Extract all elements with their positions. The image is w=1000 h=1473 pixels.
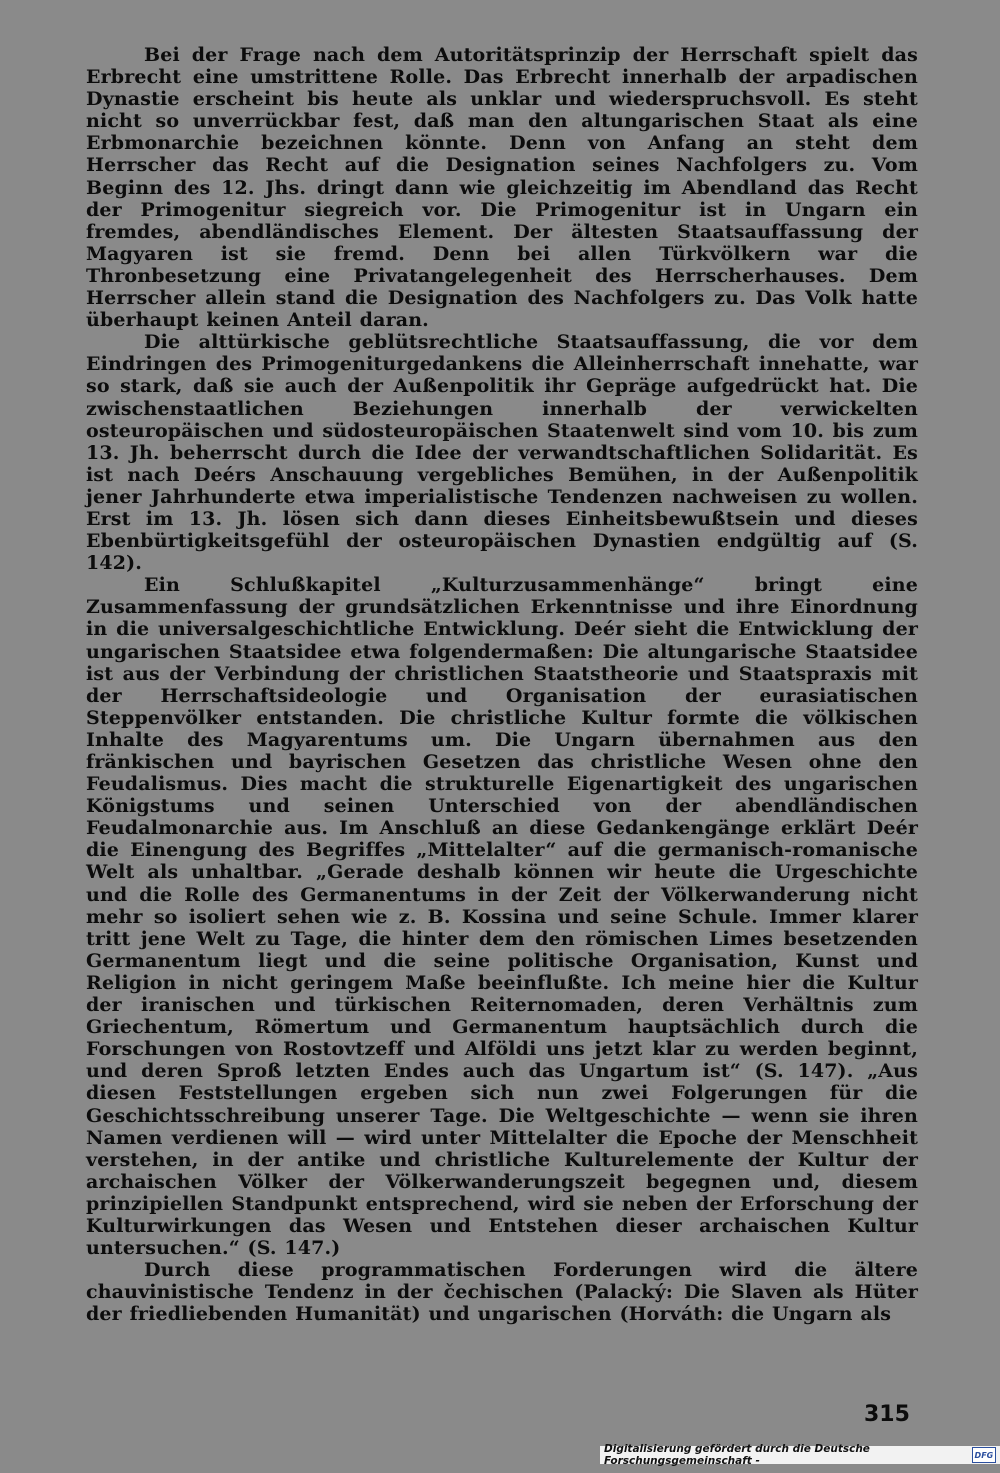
paragraph: Durch diese programmatischen Forderungen wird die ältere chauvinistische Tendenz in der čechischen (Palacký: Die Slaven als Hüter der friedliebenden Humanität) und ungarischen (Horváth: die Ungarn als: [86, 1259, 918, 1326]
body-text: [86, 44, 918, 1325]
footer-text: Digitalisierung gefördert durch die Deutsche Forschungsgemeinschaft -: [604, 1443, 870, 1467]
paragraph: Bei der Frage nach dem Autoritätsprinzip der Herrschaft spielt das Erbrecht eine umstrittene Rolle. Das Erbrecht innerhalb der arpadischen Dynastie erscheint bis heute als unklar und wiederspruchsvoll. Es steht nicht so unverrückbar fest, daß man den altungarischen Staat als eine Erbmonarchie bezeichnen könnte. Denn von Anfang an steht dem Herrscher das Recht auf die Designation seines Nachfolgers zu. Vom Beginn des 12. Jhs. dringt dann wie gleichzeitig im Abendland das Recht der Primogenitur siegreich vor. Die Primogenitur ist in Ungarn ein fremdes, abendländisches Element. Der ältesten Staatsauffassung der Magyaren ist sie fremd. Denn bei allen Türkvölkern war die Thronbesetzung eine Privatangelegenheit des Herrscherhauses. Dem Herrscher allein stand die Designation des Nachfolgers zu. Das Volk hatte überhaupt keinen Anteil daran.: [86, 44, 918, 332]
dfg-logo-text: DFG: [974, 1450, 994, 1460]
digitization-footer: [600, 1443, 1000, 1467]
paragraph: Die alttürkische geblütsrechtliche Staatsauffassung, die vor dem Eindringen des Primogeniturgedankens die Alleinherrschaft innehatte, war so stark, daß sie auch der Außenpolitik ihr Gepräge aufgedrückt hat. Die zwischenstaatlichen Beziehungen innerhalb der verwickelten osteuropäischen und südosteuropäischen Staatenwelt sind vom 10. bis zum 13. Jh. beherrscht durch die Idee der verwandtschaftlichen Solidarität. Es ist nach Deérs Anschauung vergebliches Bemühen, in der Außenpolitik jener Jahrhunderte etwa imperialistische Tendenzen nachweisen zu wollen. Erst im 13. Jh. lösen sich dann dieses Einheitsbewußtsein und dieses Ebenbürtigkeitsgefühl der osteuropäischen Dynastien endgültig auf (S. 142).: [86, 331, 918, 575]
dfg-logo-icon: [972, 1447, 996, 1463]
paragraph: Ein Schlußkapitel „Kulturzusammenhänge“ bringt eine Zusammenfassung der grundsätzlichen Erkenntnisse und ihre Einordnung in die universalgeschichtliche Entwicklung. Deér sieht die Entwicklung der ungarischen Staatsidee etwa folgendermaßen: Die altungarische Staatsidee ist aus der Verbindung der christlichen Staatstheorie und Staatspraxis mit der Herrschaftsideologie und Organisation der eurasiatischen Steppenvölker entstanden. Die christliche Kultur formte die völkischen Inhalte des Magyarentums um. Die Ungarn übernahmen aus den fränkischen und bayrischen Gesetzen das christliche Wesen ohne den Feudalismus. Dies macht die strukturelle Eigenartigkeit des ungarischen Königstums und seinen Unterschied von der abendländischen Feudalmonarchie aus. Im Anschluß an diese Gedankengänge erklärt Deér die Einengung des Begriffes „Mittelalter“ auf die germanisch-romanische Welt als unhaltbar. „Gerade deshalb können wir heute die Urgeschichte und die Rolle des Germanentums in der Zeit der Völkerwanderung nicht mehr so isoliert sehen wie z. B. Kossina und seine Schule. Immer klarer tritt jene Welt zu Tage, die hinter dem den römischen Limes besetzenden Germanentum liegt und die seine politische Organisation, Kunst und Religion in nicht geringem Maße beeinflußte. Ich meine hier die Kultur der iranischen und türkischen Reiternomaden, deren Verhältnis zum Griechentum, Römertum und Germanentum hauptsächlich durch die Forschungen von Rostovtzeff und Alföldi uns jetzt klar zu werden beginnt, und deren Sproß letzten Endes auch das Ungartum ist“ (S. 147). „Aus diesen Feststellungen ergeben sich nun zwei Folgerungen für die Geschichtsschreibung unserer Tage. Die Weltgeschichte — wenn sie ihren Namen verdienen will — wird unter Mittelalter die Epoche der Menschheit verstehen, in der antike und christliche Kulturelemente der Kultur der archaischen Völker der Völkerwanderungszeit begegnen und, diesem prinzipiellen Standpunkt entsprechend, wird sie neben der Erforschung der Kulturwirkungen das Wesen und Entstehen dieser archaischen Kultur untersuchen.“ (S. 147.): [86, 574, 918, 1260]
page-number: 315: [864, 1402, 910, 1427]
